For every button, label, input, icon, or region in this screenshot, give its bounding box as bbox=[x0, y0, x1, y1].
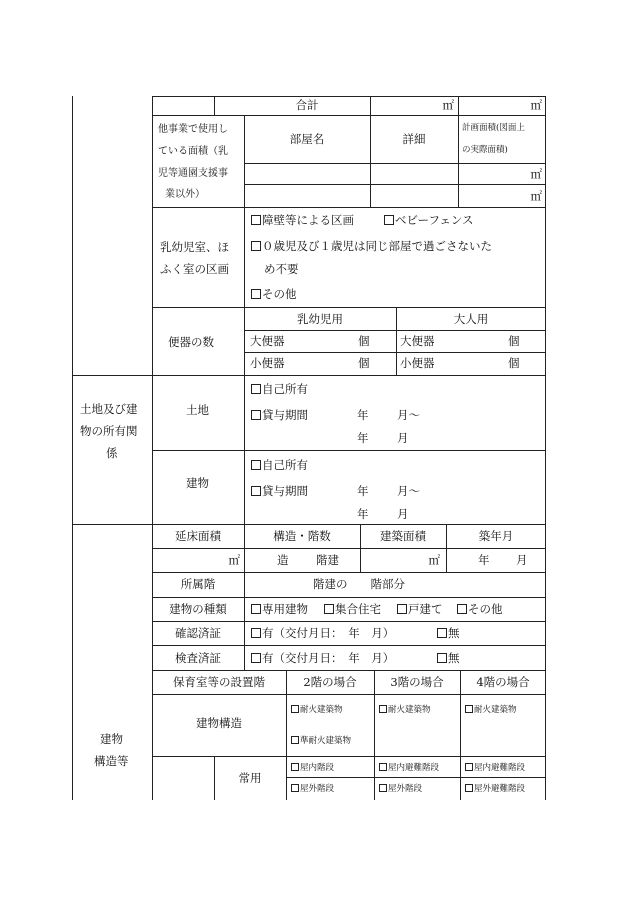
rule bbox=[458, 96, 459, 207]
checkbox-icon[interactable] bbox=[251, 215, 261, 225]
rule bbox=[152, 694, 546, 695]
rule bbox=[152, 621, 546, 622]
division-option-fence[interactable]: ベビーフェンス bbox=[384, 213, 474, 227]
rule bbox=[152, 572, 546, 573]
checkbox-icon[interactable] bbox=[251, 604, 261, 614]
toilet-infant-small: 小便器 bbox=[250, 356, 285, 370]
checkbox-icon[interactable] bbox=[251, 460, 261, 470]
room-area-unit-1: ㎡ bbox=[530, 167, 542, 181]
rule bbox=[152, 115, 546, 116]
division-label-1: 乳幼児室、ほ bbox=[160, 240, 229, 254]
building-type-label: 建物の種類 bbox=[169, 602, 227, 616]
rule bbox=[244, 184, 546, 185]
rule bbox=[244, 115, 245, 375]
toilet-adult-big-unit: 個 bbox=[508, 334, 520, 348]
rule bbox=[460, 670, 461, 800]
toilet-infant: 乳幼児用 bbox=[297, 312, 343, 326]
ownership-label-2: 物の所有関 bbox=[80, 424, 138, 438]
room-area-unit-2: ㎡ bbox=[530, 189, 542, 203]
rule bbox=[214, 96, 215, 115]
checkbox-icon[interactable] bbox=[291, 763, 299, 771]
rule bbox=[152, 96, 153, 800]
inspect-no[interactable]: 無 bbox=[437, 651, 460, 665]
checkbox-icon[interactable] bbox=[251, 486, 261, 496]
type-dedicated[interactable]: 専用建物 bbox=[251, 602, 308, 616]
rule bbox=[244, 330, 546, 331]
building-lease-year-1: 年 bbox=[357, 484, 369, 498]
land-lease-month-from: 月～ bbox=[397, 408, 420, 422]
rule bbox=[244, 375, 245, 524]
checkbox-icon[interactable] bbox=[324, 604, 334, 614]
rule bbox=[244, 352, 546, 353]
inspect-yes[interactable]: 有（交付月日： 年 月） bbox=[251, 651, 394, 665]
floor2-quasi-fireproof[interactable]: 準耐火建築物 bbox=[291, 736, 351, 747]
checkbox-icon[interactable] bbox=[251, 289, 261, 299]
checkbox-icon[interactable] bbox=[465, 763, 473, 771]
col-room-name: 部屋名 bbox=[289, 132, 325, 146]
rule bbox=[286, 670, 287, 800]
land-label: 土地 bbox=[186, 403, 209, 417]
building-lease[interactable]: 貸与期間 bbox=[251, 484, 308, 498]
land-lease[interactable]: 貸与期間 bbox=[251, 408, 308, 422]
floor4-indoor-escape-stair[interactable]: 屋内避難階段 bbox=[465, 763, 525, 774]
division-option-same-room-cont: め不要 bbox=[264, 262, 299, 276]
regular-label: 常用 bbox=[238, 771, 262, 785]
toilet-adult: 大人用 bbox=[453, 312, 489, 326]
other-use-label-2: ている面積（乳 bbox=[158, 146, 228, 157]
toilet-adult-small: 小便器 bbox=[400, 356, 435, 370]
division-option-barrier[interactable]: 障壁等による区画 bbox=[251, 213, 354, 227]
type-other[interactable]: その他 bbox=[457, 602, 503, 616]
rule bbox=[152, 756, 546, 757]
col-detail: 詳細 bbox=[402, 132, 426, 146]
built-year-header: 築年月 bbox=[478, 529, 514, 543]
floor2-fireproof[interactable]: 耐火建築物 bbox=[291, 705, 343, 716]
rule bbox=[370, 115, 371, 207]
ownership-label-3: 係 bbox=[106, 446, 118, 460]
checkbox-icon[interactable] bbox=[251, 410, 261, 420]
floor3-indoor-escape-stair[interactable]: 屋内避難階段 bbox=[379, 763, 439, 774]
rule bbox=[72, 96, 73, 800]
checkbox-icon[interactable] bbox=[379, 784, 387, 792]
building-lease-month-from: 月～ bbox=[397, 484, 420, 498]
structure-floors-header: 構造・階数 bbox=[273, 529, 331, 543]
floor3-fireproof[interactable]: 耐火建築物 bbox=[379, 705, 431, 716]
checkbox-icon[interactable] bbox=[437, 653, 447, 663]
rule bbox=[152, 450, 546, 451]
division-label-2: ふく室の区画 bbox=[160, 262, 229, 276]
rule bbox=[72, 375, 546, 376]
rule bbox=[152, 670, 546, 671]
toilet-adult-big: 大便器 bbox=[400, 334, 435, 348]
building-area-header: 建築面積 bbox=[380, 529, 426, 543]
other-use-label-4: 業以外） bbox=[165, 189, 205, 200]
inspect-label: 検査済証 bbox=[175, 651, 221, 665]
col-planned-area-1: 計画面積(図面上 bbox=[462, 123, 525, 133]
checkbox-icon[interactable] bbox=[384, 215, 394, 225]
toilet-infant-big-unit: 個 bbox=[358, 334, 370, 348]
land-lease-year-2: 年 bbox=[357, 431, 369, 445]
rule bbox=[152, 96, 546, 97]
confirm-label: 確認済証 bbox=[175, 626, 221, 640]
floor-belong-label: 所属階 bbox=[180, 577, 216, 591]
floor-unit: 階建 bbox=[316, 553, 339, 567]
building-area-unit: ㎡ bbox=[428, 553, 440, 567]
toilet-label: 便器の数 bbox=[168, 335, 214, 349]
toilet-infant-small-unit: 個 bbox=[358, 356, 370, 370]
checkbox-icon[interactable] bbox=[291, 736, 299, 744]
checkbox-icon[interactable] bbox=[251, 384, 261, 394]
rule bbox=[545, 96, 546, 800]
rule bbox=[72, 524, 546, 525]
type-detached[interactable]: 戸建て bbox=[397, 602, 443, 616]
rule bbox=[244, 163, 546, 164]
floor-belong-value: 階建の 階部分 bbox=[313, 577, 405, 591]
building-lease-year-2: 年 bbox=[357, 507, 369, 521]
col-planned-area-2: の実際面積) bbox=[462, 145, 508, 155]
floor3-header: 3階の場合 bbox=[390, 675, 444, 689]
other-use-label-3: 児等通園支援事 bbox=[158, 168, 228, 179]
floor4-header: 4階の場合 bbox=[476, 675, 530, 689]
toilet-adult-small-unit: 個 bbox=[508, 356, 520, 370]
rule bbox=[152, 645, 546, 646]
total-unit-1: ㎡ bbox=[442, 98, 454, 112]
ownership-label-1: 土地及び建 bbox=[80, 402, 138, 416]
total-unit-2: ㎡ bbox=[530, 98, 542, 112]
rule bbox=[370, 96, 371, 115]
building-lease-month: 月 bbox=[397, 507, 409, 521]
checkbox-icon[interactable] bbox=[379, 763, 387, 771]
floor-area-header: 延床面積 bbox=[175, 529, 221, 543]
confirm-no[interactable]: 無 bbox=[437, 626, 460, 640]
checkbox-icon[interactable] bbox=[457, 604, 467, 614]
floor2-outdoor-stair[interactable]: 屋外階段 bbox=[291, 784, 334, 795]
checkbox-icon[interactable] bbox=[291, 784, 299, 792]
checkbox-icon[interactable] bbox=[291, 705, 299, 713]
built-month-unit: 月 bbox=[516, 553, 528, 567]
rule bbox=[152, 548, 546, 549]
floor2-indoor-stair[interactable]: 屋内階段 bbox=[291, 763, 334, 774]
checkbox-icon[interactable] bbox=[251, 241, 261, 251]
division-option-same-room[interactable]: ０歳児及び１歳児は同じ部屋で過ごさないた bbox=[251, 239, 492, 253]
nursery-floor-label: 保育室等の設置階 bbox=[173, 675, 265, 689]
building-own[interactable]: 自己所有 bbox=[251, 458, 308, 472]
built-year-unit: 年 bbox=[478, 553, 490, 567]
rule bbox=[152, 597, 546, 598]
checkbox-icon[interactable] bbox=[437, 628, 447, 638]
rule bbox=[152, 307, 546, 308]
division-option-other[interactable]: その他 bbox=[251, 287, 297, 301]
total-label: 合計 bbox=[295, 98, 319, 112]
floor4-fireproof[interactable]: 耐火建築物 bbox=[465, 705, 517, 716]
rule bbox=[374, 670, 375, 800]
checkbox-icon[interactable] bbox=[251, 628, 261, 638]
other-use-label-1: 他事業で使用し bbox=[158, 124, 228, 135]
type-apartment[interactable]: 集合住宅 bbox=[324, 602, 381, 616]
building-section-label-2: 構造等 bbox=[94, 754, 129, 768]
building-section-label-1: 建物 bbox=[100, 732, 123, 746]
floor3-outdoor-stair[interactable]: 屋外階段 bbox=[379, 784, 422, 795]
toilet-infant-big: 大便器 bbox=[250, 334, 285, 348]
checkbox-icon[interactable] bbox=[379, 705, 387, 713]
checkbox-icon[interactable] bbox=[465, 784, 473, 792]
checkbox-icon[interactable] bbox=[397, 604, 407, 614]
confirm-yes[interactable]: 有（交付月日： 年 月） bbox=[251, 626, 394, 640]
land-own[interactable]: 自己所有 bbox=[251, 382, 308, 396]
land-lease-month: 月 bbox=[397, 431, 409, 445]
checkbox-icon[interactable] bbox=[251, 653, 261, 663]
land-lease-year-1: 年 bbox=[357, 408, 369, 422]
floor4-outdoor-escape-stair[interactable]: 屋外避難階段 bbox=[465, 784, 525, 795]
structure-unit: 造 bbox=[277, 553, 289, 567]
struct-label: 建物構造 bbox=[196, 716, 242, 730]
rule bbox=[152, 207, 546, 208]
floor2-header: 2階の場合 bbox=[303, 675, 357, 689]
floor-area-unit: ㎡ bbox=[228, 553, 240, 567]
rule bbox=[286, 777, 546, 778]
building-label: 建物 bbox=[186, 476, 209, 490]
checkbox-icon[interactable] bbox=[465, 705, 473, 713]
